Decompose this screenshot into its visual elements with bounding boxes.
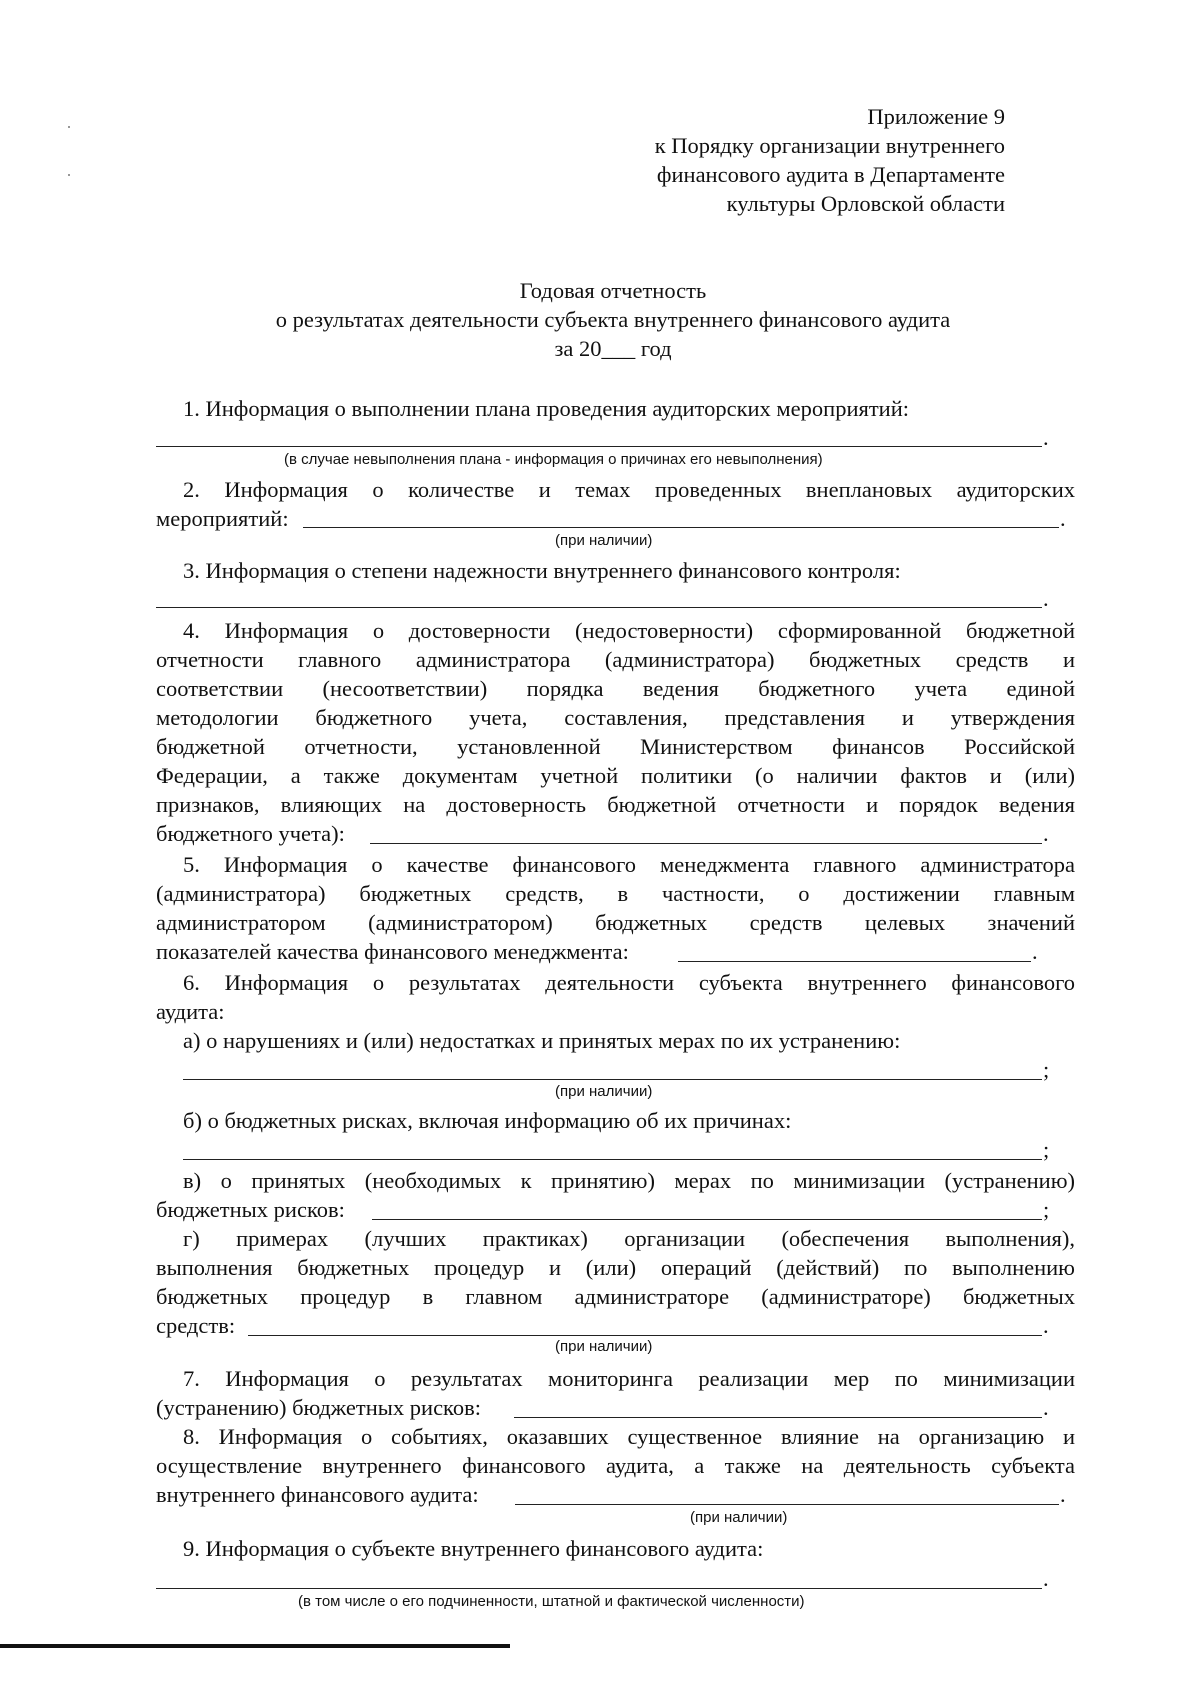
item-4-period: .	[1043, 821, 1049, 846]
item-3-period: .	[1043, 586, 1049, 611]
item-6-line-2: аудита:	[156, 999, 225, 1024]
item-2-line-1: 2. Информация о количестве и темах проведенных внеплановых аудиторских	[183, 477, 1075, 502]
item-5-period: .	[1032, 939, 1038, 964]
scan-speck	[68, 174, 70, 176]
item-9-period: .	[1043, 1566, 1049, 1591]
item-6b-semicolon: ;	[1043, 1137, 1050, 1162]
item-9-text: 9. Информация о субъекте внутреннего финансового аудита:	[183, 1536, 764, 1561]
scan-speck	[68, 126, 70, 128]
item-6a-note: (при наличии)	[555, 1083, 653, 1100]
item-6v-line-1: в) о принятых (необходимых к принятию) мерах по минимизации (устранению)	[183, 1168, 1075, 1193]
item-4-line-1: 4. Информация о достоверности (недостоверности) сформированной бюджетной	[183, 618, 1075, 643]
item-8-line-2: осуществление внутреннего финансового аудита, а также на деятельность субъекта	[156, 1453, 1075, 1478]
item-1-fill-line	[156, 446, 1042, 447]
item-6a-text: а) о нарушениях и (или) недостатках и принятых мерах по их устранению:	[183, 1028, 901, 1053]
item-7-fill-line	[514, 1417, 1042, 1418]
item-6g-line-4: средств:	[156, 1313, 236, 1338]
item-4-line-2: отчетности главного администратора (администратора) бюджетных средств и	[156, 647, 1075, 672]
item-6b-fill-line	[183, 1159, 1042, 1160]
item-3-fill-line	[156, 607, 1042, 608]
item-5-line-1: 5. Информация о качестве финансового менеджмента главного администратора	[183, 852, 1075, 877]
item-7-line-1: 7. Информация о результатах мониторинга реализации мер по минимизации	[183, 1366, 1075, 1391]
item-6v-semicolon: ;	[1043, 1197, 1050, 1222]
item-6g-fill-line	[248, 1335, 1042, 1336]
document-period: за 20___ год	[554, 336, 672, 361]
item-8-note: (при наличии)	[690, 1509, 788, 1526]
item-5-line-4: показателей качества финансового менеджмента:	[156, 939, 629, 964]
item-6v-line-2: бюджетных рисков:	[156, 1197, 345, 1222]
item-9-note: (в том числе о его подчиненности, штатной и фактической численности)	[298, 1593, 805, 1610]
item-6-line-1: 6. Информация о результатах деятельности субъекта внутреннего финансового	[183, 970, 1075, 995]
item-4-line-5: бюджетной отчетности, установленной Министерством финансов Российской	[156, 734, 1075, 759]
document-title: Годовая отчетность	[519, 278, 707, 303]
item-6a-fill-line	[183, 1079, 1042, 1080]
item-6a-semicolon: ;	[1043, 1057, 1050, 1082]
item-8-period: .	[1060, 1482, 1066, 1507]
item-2-period: .	[1060, 506, 1066, 531]
item-8-fill-line	[515, 1504, 1059, 1505]
item-4-line-3: соответствии (несоответствии) порядка ведения бюджетного учета единой	[156, 676, 1075, 701]
item-6g-note: (при наличии)	[555, 1338, 653, 1355]
item-7-period: .	[1043, 1395, 1049, 1420]
item-3-text: 3. Информация о степени надежности внутреннего финансового контроля:	[183, 558, 901, 583]
item-5-line-3: администратором (администратором) бюджетных средств целевых значений	[156, 910, 1075, 935]
item-1-period: .	[1043, 425, 1049, 450]
item-1-note: (в случае невыполнения плана - информация о причинах его невыполнения)	[284, 451, 823, 468]
item-6g-line-1: г) примерах (лучших практиках) организации (обеспечения выполнения),	[183, 1226, 1075, 1251]
item-7-line-2: (устранению) бюджетных рисков:	[156, 1395, 481, 1420]
item-8-line-3: внутреннего финансового аудита:	[156, 1482, 479, 1507]
item-6g-period: .	[1043, 1313, 1049, 1338]
item-6v-fill-line	[372, 1219, 1042, 1220]
item-5-fill-line	[678, 961, 1031, 962]
item-2-note: (при наличии)	[555, 532, 653, 549]
item-4-fill-line	[370, 843, 1042, 844]
attachment-line-2: к Порядку организации внутреннего	[654, 133, 1005, 158]
item-2-fill-line	[303, 527, 1059, 528]
item-2-line-2: мероприятий:	[156, 506, 289, 531]
scan-edge-bar	[0, 1644, 510, 1648]
item-4-line-6: Федерации, а также документам учетной политики (о наличии фактов и (или)	[156, 763, 1075, 788]
item-1-text: 1. Информация о выполнении плана проведения аудиторских мероприятий:	[183, 396, 909, 421]
item-4-line-8: бюджетного учета):	[156, 821, 345, 846]
item-6g-line-2: выполнения бюджетных процедур и (или) операций (действий) по выполнению	[156, 1255, 1075, 1280]
item-8-line-1: 8. Информация о событиях, оказавших существенное влияние на организацию и	[183, 1424, 1075, 1449]
item-6g-line-3: бюджетных процедур в главном администраторе (администраторе) бюджетных	[156, 1284, 1075, 1309]
item-5-line-2: (администратора) бюджетных средств, в частности, о достижении главным	[156, 881, 1075, 906]
document-subtitle: о результатах деятельности субъекта внутреннего финансового аудита	[275, 307, 951, 332]
attachment-line-3: финансового аудита в Департаменте	[656, 162, 1005, 187]
item-4-line-4: методологии бюджетного учета, составления, представления и утверждения	[156, 705, 1075, 730]
item-6b-text: б) о бюджетных рисках, включая информацию об их причинах:	[183, 1108, 792, 1133]
attachment-line-1: Приложение 9	[867, 104, 1005, 129]
item-9-fill-line	[156, 1588, 1042, 1589]
attachment-line-4: культуры Орловской области	[726, 191, 1005, 216]
item-4-line-7: признаков, влияющих на достоверность бюджетной отчетности и порядок ведения	[156, 792, 1075, 817]
